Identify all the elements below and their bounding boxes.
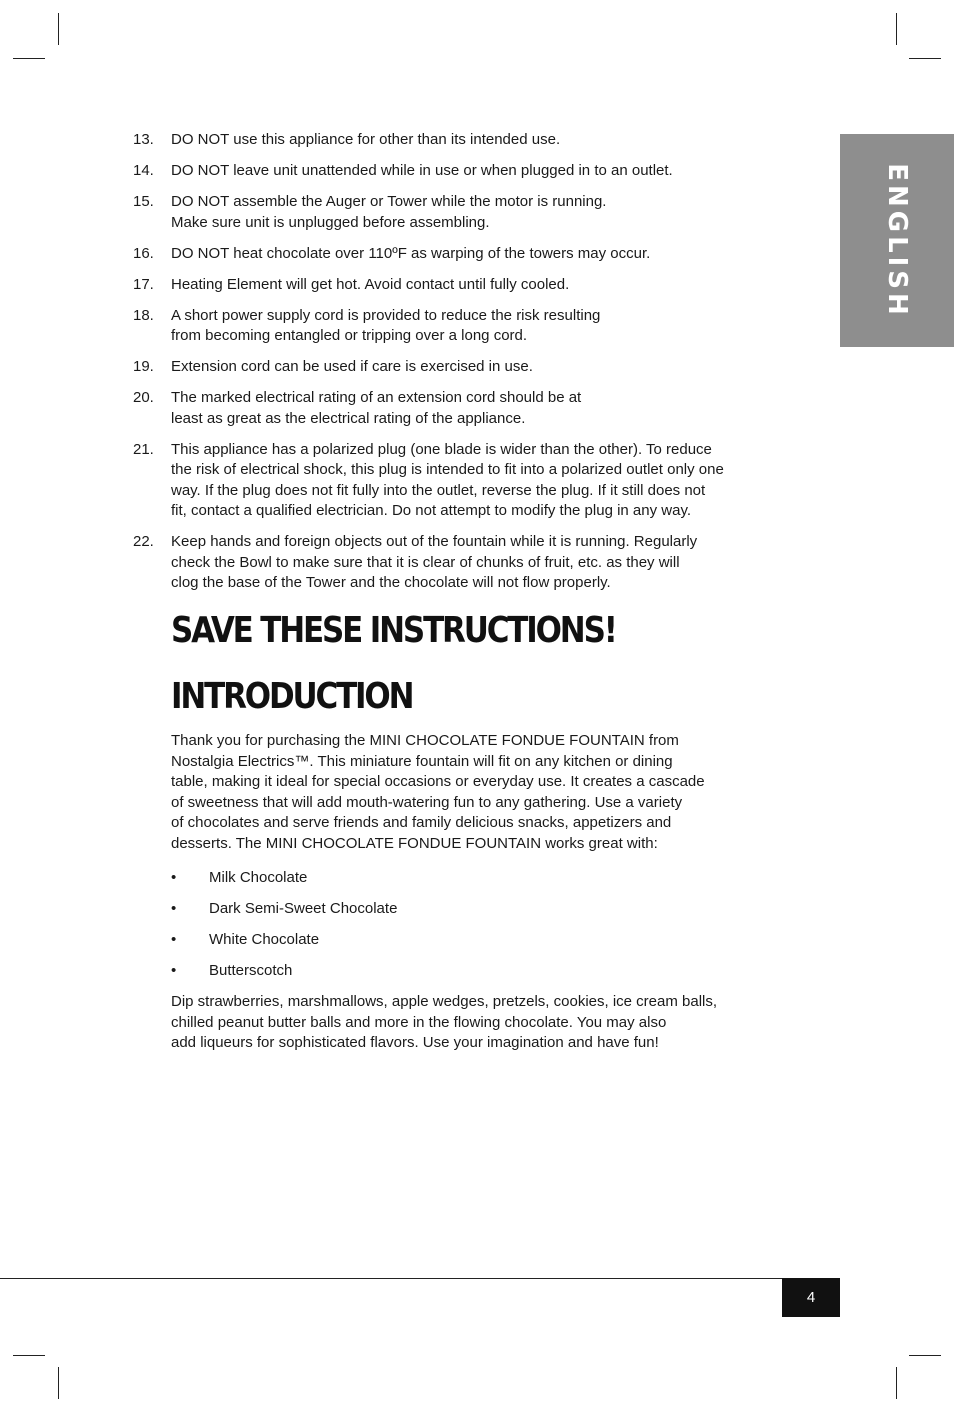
rule-number: 15. bbox=[133, 193, 154, 210]
rule-text: DO NOT assemble the Auger or Tower while the motor is running. Make sure unit is unplugged before assembling. bbox=[171, 193, 607, 231]
rule-text: DO NOT use this appliance for other than its intended use. bbox=[171, 131, 561, 148]
language-tab bbox=[840, 134, 954, 347]
footer-rule bbox=[0, 1278, 840, 1279]
safety-rule-item bbox=[0, 388, 771, 429]
chocolate-type-label: White Chocolate bbox=[209, 931, 320, 948]
safety-rule-item bbox=[0, 130, 771, 151]
intro-paragraph: Thank you for purchasing the MINI CHOCOLATE FONDUE FOUNTAIN from Nostalgia Electrics™. This miniature fountain will fit on any kitchen or dining table, making it ideal for special occasions or everyday use. It creates a cascade of sweetness that will add mouth-watering fun to any gathering. Use a variety of chocolates and serve friends and family delicious snacks, appetizers and desserts. The MINI CHOCOLATE FONDUE FOUNTAIN works great with: bbox=[171, 732, 705, 852]
safety-rule-item bbox=[0, 275, 771, 296]
rule-text: DO NOT leave unit unattended while in use or when plugged in to an outlet. bbox=[171, 162, 673, 179]
chocolate-types-list bbox=[0, 868, 397, 992]
rule-text: Heating Element will get hot. Avoid contact until fully cooled. bbox=[171, 275, 570, 293]
rule-number: 14. bbox=[133, 162, 154, 179]
rule-number: 22. bbox=[133, 533, 154, 550]
chocolate-type-item bbox=[0, 930, 397, 951]
chocolate-type-label: Butterscotch bbox=[209, 962, 293, 979]
safety-rule-item bbox=[0, 440, 771, 522]
rule-text: Extension cord can be used if care is exercised in use. bbox=[171, 358, 533, 375]
chocolate-type-item bbox=[0, 961, 397, 982]
bullet-icon: • bbox=[171, 962, 177, 979]
rule-number: 21. bbox=[133, 440, 154, 458]
bullet-icon: • bbox=[171, 869, 177, 886]
safety-rules-list bbox=[0, 130, 800, 604]
rule-text: Keep hands and foreign objects out of the fountain while it is running. Regularly check the Bowl to make sure that it is clear of chunks of fruit, etc. as they will clog the base of the Tower and the chocolate will not flow properly. bbox=[171, 533, 698, 591]
rule-text: DO NOT heat chocolate over 110ºF as warping of the towers may occur. bbox=[171, 244, 651, 262]
rule-text: The marked electrical rating of an extension cord should be at least as great as the electrical rating of the appliance. bbox=[171, 389, 582, 427]
safety-rule-item bbox=[0, 357, 771, 378]
rule-text: A short power supply cord is provided to reduce the risk resulting from becoming entangled or tripping over a long cord. bbox=[171, 306, 601, 344]
crop-mark bbox=[13, 1355, 45, 1356]
outro-paragraph: Dip strawberries, marshmallows, apple wedges, pretzels, cookies, ice cream balls, chilled peanut butter balls and more in the flowing chocolate. You may also add liqueurs for sophisticated flavors. Use your imagination and have fun! bbox=[171, 993, 718, 1051]
safety-rule-item bbox=[0, 244, 771, 265]
rule-number: 17. bbox=[133, 275, 154, 293]
bullet-icon: • bbox=[171, 931, 177, 948]
crop-mark bbox=[909, 1355, 941, 1356]
chocolate-type-label: Milk Chocolate bbox=[209, 869, 308, 886]
crop-mark bbox=[58, 1367, 59, 1399]
crop-mark bbox=[896, 13, 897, 45]
safety-rule-item bbox=[0, 306, 771, 347]
rule-number: 20. bbox=[133, 389, 154, 406]
safety-rule-item bbox=[0, 192, 771, 233]
language-tab-label: ENGLISH bbox=[882, 162, 912, 319]
chocolate-type-label: Dark Semi-Sweet Chocolate bbox=[209, 900, 398, 917]
rule-number: 16. bbox=[133, 244, 154, 262]
crop-mark bbox=[909, 58, 941, 59]
crop-mark bbox=[13, 58, 45, 59]
crop-mark bbox=[58, 13, 59, 45]
safety-rule-item bbox=[0, 532, 771, 594]
chocolate-type-item bbox=[0, 899, 397, 920]
safety-rule-item bbox=[0, 161, 771, 182]
rule-text: This appliance has a polarized plug (one blade is wider than the other). To reduce the risk of electrical shock, this plug is intended to fit into a polarized outlet only one way. If the plug does not fit fully into the outlet, reverse the plug. If it still does not fit, contact a qualified electrician. Do not attempt to modify the plug in any way. bbox=[171, 440, 724, 519]
rule-number: 13. bbox=[133, 131, 154, 148]
crop-mark bbox=[896, 1367, 897, 1399]
bullet-icon: • bbox=[171, 900, 177, 917]
chocolate-type-item bbox=[0, 868, 397, 889]
introduction-heading: INTRODUCTION bbox=[171, 676, 413, 717]
rule-number: 19. bbox=[133, 358, 154, 375]
page-number: 4 bbox=[782, 1278, 840, 1317]
rule-number: 18. bbox=[133, 306, 154, 324]
save-instructions-heading: SAVE THESE INSTRUCTIONS! bbox=[171, 610, 616, 651]
